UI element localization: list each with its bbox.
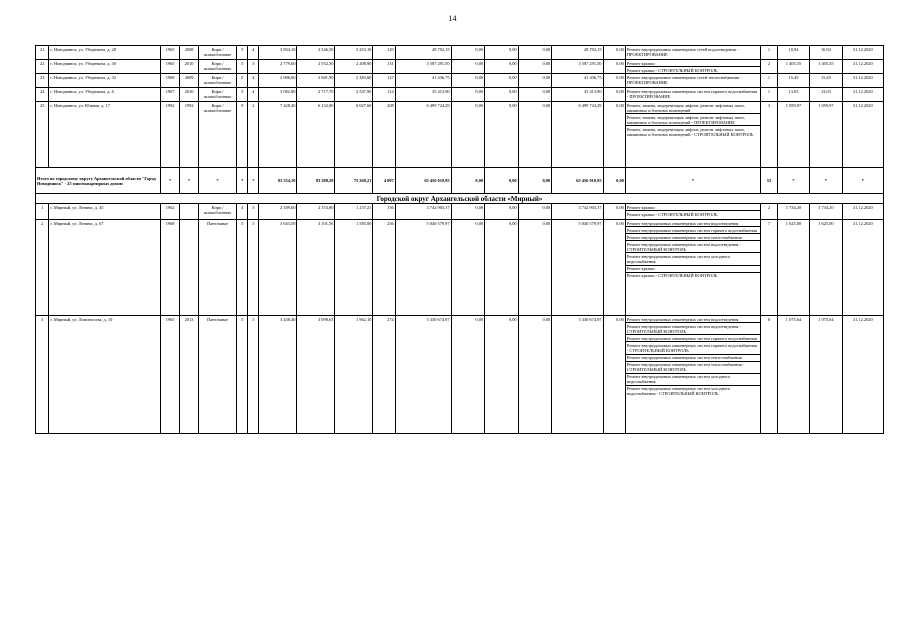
cell-units: 8 (761, 316, 778, 434)
work-item: Ремонт внутридомовых инженерных систем холодного водоснабжения - СТРОИТЕЛЬНЫЙ КОНТРОЛЬ (626, 386, 731, 397)
cell-wall: Кирп./ шлакоблочные (199, 60, 237, 74)
cell-year-overhaul: 1992 (180, 102, 199, 168)
cell-entrances: 3 (248, 60, 259, 74)
cell-area-own: 2 547,90 (335, 88, 373, 102)
work-item: Ремонт крыши (626, 204, 760, 211)
work-item: Ремонт внутридомовых инженерных систем водоотведения - СТРОИТЕЛЬНЫЙ КОНТРОЛЬ (626, 241, 760, 253)
cell-residents: 208 (373, 102, 395, 168)
cell-unit-cost: 1 734,20 (777, 204, 809, 220)
cell-max-cost: 13,03 (810, 88, 842, 102)
cell-entrances: 4 (248, 46, 259, 60)
cell-year-built: 1965 (161, 60, 180, 74)
work-item: Ремонт, замена, модернизация лифтов, ремонт лифтовых шахт, машинных и блочных помещений - СТРОИТЕЛЬНЫЙ КОНТРОЛЬ (626, 126, 754, 137)
cell-n: 1 (36, 204, 49, 220)
cell-floors: 5 (237, 220, 248, 316)
works-cell (625, 220, 760, 316)
cell-c2: 0,00 (485, 220, 519, 316)
cell-year-overhaul (180, 204, 199, 220)
cell-cost-owners: 3 330 674,97 (552, 316, 603, 434)
work-item: Ремонт внутридомовых инженерных систем холодного водоснабжения (626, 374, 760, 386)
cell-deadline: 31.12.2020 (842, 102, 883, 168)
cell-unit-cost: 1 405,35 (777, 60, 809, 74)
cell-units: 2 (761, 204, 778, 220)
cell-c5: 0,00 (603, 204, 625, 220)
work-item: Ремонт внутридомовых инженерных систем водоотведения - СТРОИТЕЛЬНЫЙ КОНТРОЛЬ (626, 323, 760, 335)
total-cell: 83 208,28 (297, 168, 335, 194)
register-table (35, 45, 884, 434)
cell-deadline: 31.12.2020 (842, 74, 883, 88)
cell-c1: 0,00 (451, 88, 485, 102)
cell-year-built: 1968 (161, 220, 180, 316)
cell-c3: 0,00 (518, 88, 552, 102)
cell-area-total: 2 779,60 (259, 60, 297, 74)
cell-units: 1 (761, 46, 778, 60)
cell-address: г. Мирный, ул. Ленина, д. 67 (49, 220, 161, 316)
cell-year-built: 1965 (161, 316, 180, 434)
work-item: Ремонт, замена, модернизация лифтов, ремонт лифтовых шахт, машинных и блочных помещений - ПРОЕКТИРОВАНИЕ (626, 114, 760, 126)
cell-deadline: 31.12.2020 (842, 204, 883, 220)
cell-c1: 0,00 (451, 316, 485, 434)
cell-residents: 114 (373, 88, 395, 102)
work-item: Ремонт внутридомовых инженерных систем холодного водоснабжения (626, 253, 760, 265)
work-item: Ремонт внутридомовых инженерных систем теплоснабжения (626, 234, 760, 241)
cell-year-built: 1962 (161, 204, 180, 220)
total-cell: * (248, 168, 259, 194)
table-row (36, 88, 884, 102)
cell-units: 3 (761, 102, 778, 168)
cell-cost-total: 35 413,90 (395, 88, 451, 102)
cell-c1: 0,00 (451, 60, 485, 74)
total-cell: * (161, 168, 180, 194)
cell-area-total: 2 189,60 (259, 204, 297, 220)
cell-residents: 127 (373, 74, 395, 88)
cell-c2: 0,00 (485, 102, 519, 168)
total-cell: 0,00 (485, 168, 519, 194)
cell-entrances: 5 (248, 220, 259, 316)
cell-floors: 5 (237, 88, 248, 102)
cell-cost-total: 6 499 724,29 (395, 102, 451, 168)
table-row (36, 46, 884, 60)
page-number: 14 (448, 14, 457, 23)
work-item: Ремонт внутридомовых инженерных систем теплоснабжения - СТРОИТЕЛЬНЫЙ КОНТРОЛЬ (626, 362, 760, 374)
cell-area-living: 2 153,80 (297, 204, 335, 220)
cell-year-built: 1992 (161, 102, 180, 168)
cell-deadline: 31.12.2020 (842, 316, 883, 434)
cell-entrances: 4 (248, 88, 259, 102)
cell-max-cost: 1 405,35 (810, 60, 842, 74)
cell-c3: 0,00 (518, 220, 552, 316)
work-item: Ремонт внутридомовых инженерных систем теплоснабжения (626, 355, 760, 362)
works-cell (625, 204, 760, 220)
table-row (36, 204, 884, 220)
cell-residents: 274 (373, 316, 395, 434)
cell-deadline: 31.12.2020 (842, 46, 883, 60)
cell-address: г. Новодвинск, ул. Уборевича, д. 30 (49, 60, 161, 74)
works-cell (625, 316, 760, 434)
total-cell: * (842, 168, 883, 194)
total-cell: 53 (761, 168, 778, 194)
cell-residents: 256 (373, 220, 395, 316)
total-cell: * (237, 168, 248, 194)
cell-cost-total: 28 792,15 (395, 46, 451, 60)
cell-unit-cost: 15,45 (777, 74, 809, 88)
total-row (36, 168, 884, 194)
cell-cost-total: 5 040 579,97 (395, 220, 451, 316)
cell-floors: 5 (237, 60, 248, 74)
cell-cost-owners: 3 742 903,17 (552, 204, 603, 220)
cell-entrances: 3 (248, 204, 259, 220)
cell-n: 25 (36, 102, 49, 168)
cell-wall: Кирп./ шлакоблочные (199, 102, 237, 168)
cell-year-overhaul: 2013 (180, 316, 199, 434)
cell-max-cost: 1 075,64 (810, 316, 842, 434)
cell-area-living: 3 346,50 (297, 46, 335, 60)
cell-address: г. Новодвинск, ул. Уборевича, д. 32 (49, 74, 161, 88)
work-item: Ремонт крыши - СТРОИТЕЛЬНЫЙ КОНТРОЛЬ (626, 67, 718, 73)
cell-cost-total: 41 436,75 (395, 74, 451, 88)
cell-residents: 131 (373, 60, 395, 74)
cell-c1: 0,00 (451, 220, 485, 316)
cell-c1: 0,00 (451, 74, 485, 88)
cell-area-own: 2 208,90 (335, 60, 373, 74)
cell-cost-owners: 3 587 291,50 (552, 60, 603, 74)
cell-n: 22 (36, 60, 49, 74)
cell-n: 23 (36, 74, 49, 88)
cell-cost-owners: 35 413,90 (552, 88, 603, 102)
total-cell: * (777, 168, 809, 194)
total-cell: 0,00 (603, 168, 625, 194)
cell-c5: 0,00 (603, 60, 625, 74)
table-row (36, 74, 884, 88)
cell-area-own: 2 383,60 (335, 74, 373, 88)
table-row (36, 102, 884, 168)
work-item: Ремонт крыши - СТРОИТЕЛЬНЫЙ КОНТРОЛЬ (626, 211, 718, 217)
work-item: Ремонт внутридомовых инженерных систем водоотведения (626, 316, 760, 323)
cell-units: 1 (761, 88, 778, 102)
cell-c3: 0,00 (518, 316, 552, 434)
cell-area-total: 3 834,10 (259, 46, 297, 60)
cell-max-cost: 1 059,97 (810, 102, 842, 168)
cell-area-living: 3 098,65 (297, 316, 335, 434)
cell-c3: 0,00 (518, 60, 552, 74)
total-cell: * (625, 168, 760, 194)
cell-address: г. Новодвинск, ул. Уборевича, д. 28 (49, 46, 161, 60)
cell-floors: 5 (237, 74, 248, 88)
cell-cost-owners: 28 792,15 (552, 46, 603, 60)
cell-area-total: 3 643,50 (259, 220, 297, 316)
cell-c3: 0,00 (518, 46, 552, 60)
cell-unit-cost: 1 625,00 (777, 220, 809, 316)
work-item: Ремонт внутридомовых инженерных сетей водоотведения - ПРОЕКТИРОВАНИЕ (626, 46, 739, 57)
cell-entrances: 4 (248, 74, 259, 88)
total-cell: * (810, 168, 842, 194)
works-cell (625, 74, 760, 88)
works-cell (625, 60, 760, 74)
cell-area-total: 2 986,60 (259, 74, 297, 88)
cell-c5: 0,00 (603, 88, 625, 102)
cell-c1: 0,00 (451, 204, 485, 220)
cell-year-overhaul (180, 220, 199, 316)
cell-area-own: 1 237,21 (335, 204, 373, 220)
total-cell: 4 007 (373, 168, 395, 194)
total-cell: 65 456 010,95 (395, 168, 451, 194)
cell-unit-cost: 1 075,64 (777, 316, 809, 434)
cell-deadline: 31.12.2020 (842, 88, 883, 102)
work-item: Ремонт крыши (626, 60, 760, 67)
cell-max-cost: 1 625,00 (810, 220, 842, 316)
total-cell: 75 260,21 (335, 168, 373, 194)
cell-unit-cost: 10,94 (777, 46, 809, 60)
cell-address: г. Новодвинск, ул. Уборевича, д. 6 (49, 88, 161, 102)
cell-area-living: 2 681,90 (297, 74, 335, 88)
cell-c1: 0,00 (451, 102, 485, 168)
cell-area-living: 3 101,56 (297, 220, 335, 316)
cell-area-living: 6 132,00 (297, 102, 335, 168)
total-cell: 93 554,10 (259, 168, 297, 194)
cell-wall: Панельные (199, 316, 237, 434)
cell-c5: 0,00 (603, 102, 625, 168)
work-item: Ремонт внутридомовых инженерных систем водоотведения (626, 220, 760, 227)
cell-area-total: 3 438,40 (259, 316, 297, 434)
cell-c2: 0,00 (485, 316, 519, 434)
cell-c5: 0,00 (603, 46, 625, 60)
cell-floors: 4 (237, 204, 248, 220)
section-header-row (36, 194, 884, 204)
cell-residents: 129 (373, 46, 395, 60)
cell-units: 7 (761, 220, 778, 316)
cell-year-overhaul: 2010 (180, 88, 199, 102)
cell-wall: Кирп./ шлакоблочные (199, 46, 237, 60)
cell-max-cost: 10,94 (810, 46, 842, 60)
table-row (36, 60, 884, 74)
cell-c3: 0,00 (518, 102, 552, 168)
cell-units: 1 (761, 74, 778, 88)
cell-address: г. Новодвинск, ул. Южная, д. 17 (49, 102, 161, 168)
cell-wall: Кирп./ шлакоблочные (199, 74, 237, 88)
cell-c2: 0,00 (485, 204, 519, 220)
cell-address: г. Мирный, ул. Ломоносова, д. 10 (49, 316, 161, 434)
total-cell: 65 456 010,95 (552, 168, 603, 194)
total-label: Итого по городскому округу Архангельской области "Город Новодвинск" - 25 многоквартирных домов: (36, 168, 161, 194)
cell-area-own: 3 253,10 (335, 46, 373, 60)
cell-c1: 0,00 (451, 46, 485, 60)
work-item: Ремонт, замена, модернизация лифтов, ремонт лифтовых шахт, машинных и блочных помещений (626, 102, 760, 114)
cell-c5: 0,00 (603, 316, 625, 434)
total-cell: 0,00 (518, 168, 552, 194)
works-cell (625, 102, 760, 168)
cell-year-overhaul: 2010 (180, 60, 199, 74)
cell-year-built: 1965 (161, 46, 180, 60)
cell-floors: 9 (237, 102, 248, 168)
cell-units: 2 (761, 60, 778, 74)
cell-cost-owners: 5 040 579,97 (552, 220, 603, 316)
cell-c5: 0,00 (603, 220, 625, 316)
cell-unit-cost: 13,03 (777, 88, 809, 102)
cell-area-total: 3 082,80 (259, 88, 297, 102)
table-row (36, 316, 884, 434)
cell-year-built: 1967 (161, 88, 180, 102)
cell-entrances: 5 (248, 316, 259, 434)
cell-wall: Кирп./ шлакоблочные (199, 204, 237, 220)
cell-n: 3 (36, 316, 49, 434)
cell-n: 24 (36, 88, 49, 102)
cell-cost-owners: 41 436,75 (552, 74, 603, 88)
cell-c2: 0,00 (485, 46, 519, 60)
cell-area-own: 1 585,00 (335, 220, 373, 316)
section-title: Городской округ Архангельской области «Мирный» (36, 194, 884, 204)
cell-deadline: 31.12.2020 (842, 220, 883, 316)
cell-deadline: 31.12.2020 (842, 60, 883, 74)
cell-max-cost: 15,45 (810, 74, 842, 88)
cell-area-total: 7 428,40 (259, 102, 297, 168)
cell-c2: 0,00 (485, 74, 519, 88)
cell-n: 21 (36, 46, 49, 60)
cell-c5: 0,00 (603, 74, 625, 88)
work-item: Ремонт крыши - СТРОИТЕЛЬНЫЙ КОНТРОЛЬ (626, 273, 718, 279)
cell-year-built: 1968 (161, 74, 180, 88)
cell-c2: 0,00 (485, 88, 519, 102)
cell-wall: Панельные (199, 220, 237, 316)
cell-cost-total: 3 330 674,97 (395, 316, 451, 434)
cell-area-own: 6 027,60 (335, 102, 373, 168)
cell-residents: 156 (373, 204, 395, 220)
cell-c2: 0,00 (485, 60, 519, 74)
work-item: Ремонт внутридомовых инженерных систем горячего водоснабжения - СТРОИТЕЛЬНЫЙ КОНТРОЛЬ (626, 342, 760, 354)
cell-area-own: 1 962,10 (335, 316, 373, 434)
work-item: Ремонт крыши (626, 266, 760, 273)
total-cell: * (199, 168, 237, 194)
table-row (36, 220, 884, 316)
cell-c3: 0,00 (518, 204, 552, 220)
cell-area-living: 2 552,30 (297, 60, 335, 74)
cell-max-cost: 1 734,20 (810, 204, 842, 220)
total-cell: 0,00 (451, 168, 485, 194)
cell-cost-total: 3 587 291,50 (395, 60, 451, 74)
works-cell (625, 46, 760, 60)
cell-cost-total: 3 742 903,17 (395, 204, 451, 220)
cell-year-overhaul: 2008 (180, 46, 199, 60)
cell-floors: 5 (237, 46, 248, 60)
work-item: Ремонт внутридомовых инженерных сетей теплоснабжения - ПРОЕКТИРОВАНИЕ (626, 74, 742, 85)
total-cell: * (180, 168, 199, 194)
cell-area-living: 2 717,70 (297, 88, 335, 102)
cell-floors: 5 (237, 316, 248, 434)
cell-address: г. Мирный, ул. Ленина, д. 45 (49, 204, 161, 220)
cell-entrances: 2 (248, 102, 259, 168)
cell-year-overhaul: 2009 (180, 74, 199, 88)
work-item: Ремонт внутридомовых инженерных систем горячего водоснабжения (626, 335, 760, 342)
cell-unit-cost: 1 059,97 (777, 102, 809, 168)
cell-c3: 0,00 (518, 74, 552, 88)
cell-cost-owners: 6 499 724,29 (552, 102, 603, 168)
cell-wall: Кирп./ шлакоблочные (199, 88, 237, 102)
work-item: Ремонт внутридомовых инженерных систем горячего водоснабжения (626, 227, 760, 234)
works-cell (625, 88, 760, 102)
work-item: Ремонт внутридомовых инженерных систем горячего водоснабжения - ПРОЕКТИРОВАНИЕ (626, 88, 757, 99)
cell-n: 2 (36, 220, 49, 316)
